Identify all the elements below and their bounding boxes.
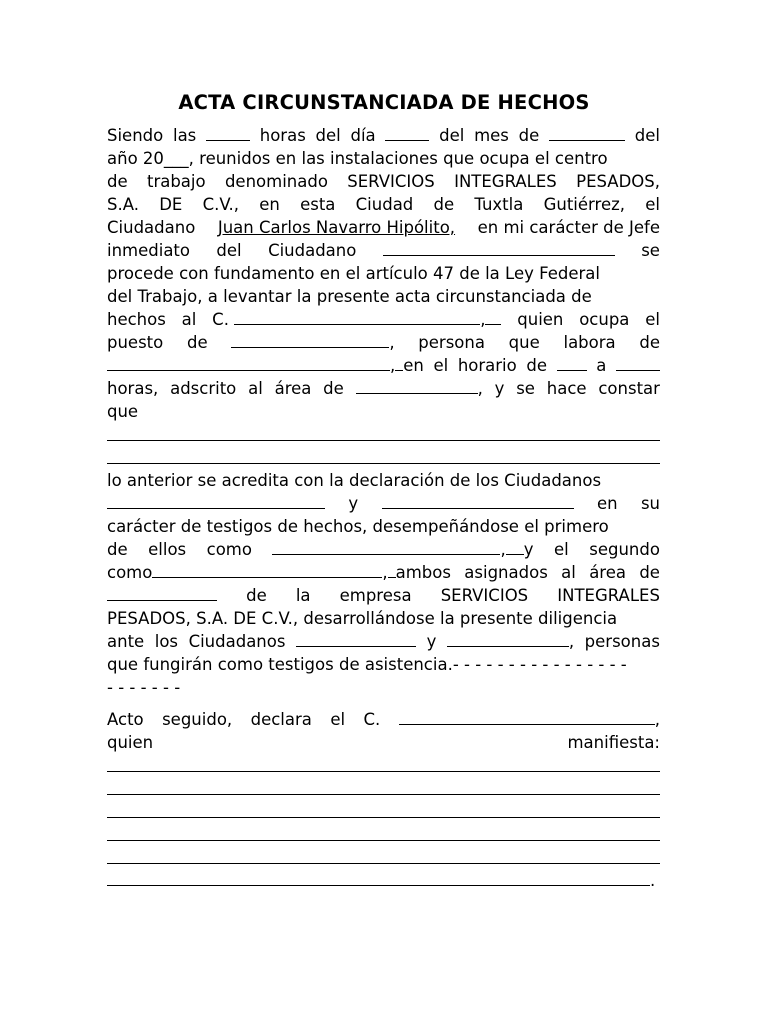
blank-statement-line[interactable]	[107, 800, 660, 818]
line: inmediato del Ciudadano se	[107, 241, 660, 260]
line: de la empresa SERVICIOS INTEGRALES	[107, 584, 660, 607]
blank-month[interactable]	[549, 125, 625, 141]
line	[107, 846, 660, 869]
blank-witness-2-role[interactable]	[152, 562, 382, 578]
line	[107, 800, 660, 823]
blank-statement-line[interactable]	[107, 870, 650, 886]
line: Siendo las horas del día del mes de del	[107, 126, 660, 145]
line: horas, adscrito al área de , y se hace constar	[107, 379, 660, 398]
line: y en su	[107, 492, 660, 515]
blank-position[interactable]	[231, 332, 389, 348]
blank-area[interactable]	[356, 378, 478, 394]
line: quien manifiesta:	[107, 733, 660, 752]
line: lo anterior se acredita con la declaración de los Ciudadanos	[107, 471, 602, 490]
line: de trabajo denominado SERVICIOS INTEGRALES PESADOS,	[107, 172, 660, 191]
blank-employee[interactable]	[234, 309, 480, 325]
line	[107, 869, 660, 892]
line: puesto de , persona que labora de	[107, 333, 660, 352]
blank-hour-to[interactable]	[616, 355, 660, 371]
blank-facts-line[interactable]	[107, 446, 660, 464]
line: - - - - - - -	[107, 678, 181, 697]
blank-witness-2[interactable]	[382, 493, 574, 509]
line: PESADOS, S.A. DE C.V., desarrollándose la presente diligencia	[107, 609, 618, 628]
line: procede con fundamento en el artículo 47 de la Ley Federal	[107, 264, 600, 283]
document-body	[107, 124, 660, 892]
line: de ellos como , y el segundo	[107, 540, 660, 559]
blank-hour[interactable]	[206, 125, 250, 141]
line	[107, 754, 660, 777]
end-mark: .	[650, 871, 656, 890]
blank-statement-line[interactable]	[107, 777, 660, 795]
blank-day[interactable]	[385, 125, 429, 141]
blank-witness-1-role[interactable]	[272, 539, 500, 555]
line: que	[107, 402, 139, 421]
line: carácter de testigos de hechos, desempeñándose el primero	[107, 517, 609, 536]
line: Ciudadano Juan Carlos Navarro Hipólito, en mi carácter de Jefe	[107, 218, 660, 237]
line	[107, 446, 660, 469]
document-title: ACTA CIRCUNSTANCIADA DE HECHOS	[178, 91, 590, 114]
blank-citizen[interactable]	[383, 240, 615, 256]
blank-hour-from[interactable]	[557, 355, 587, 371]
blank-witness-area[interactable]	[107, 585, 217, 601]
line: Acto seguido, declara el C. ,	[107, 710, 660, 729]
line	[107, 823, 660, 846]
line: hechos al C. , quien ocupa el	[107, 310, 660, 329]
blank-assist-witness-2[interactable]	[447, 631, 569, 647]
blank-statement-line[interactable]	[107, 846, 660, 864]
employer-name: Juan Carlos Navarro Hipólito,	[217, 218, 456, 237]
blank-workdays[interactable]	[107, 355, 390, 371]
blank-declarant[interactable]	[399, 709, 655, 725]
blank-facts-line[interactable]	[107, 423, 660, 441]
line: como , ambos asignados al área de	[107, 563, 660, 582]
line: que fungirán como testigos de asistencia.- - - - - - - - - - - - - - - -	[107, 655, 627, 674]
line	[107, 423, 660, 446]
line: ante los Ciudadanos y , personas	[107, 632, 660, 651]
line: S.A. DE C.V., en esta Ciudad de Tuxtla Gutiérrez, el	[107, 195, 660, 214]
blank-statement-line[interactable]	[107, 754, 660, 772]
blank-statement-line[interactable]	[107, 823, 660, 841]
blank-witness-1[interactable]	[107, 493, 325, 509]
line: año 20___, reunidos en las instalaciones que ocupa el centro	[107, 149, 608, 168]
line: del Trabajo, a levantar la presente acta circunstanciada de	[107, 287, 592, 306]
line: , en el horario de a	[107, 354, 660, 377]
line	[107, 777, 660, 800]
blank-assist-witness-1[interactable]	[296, 631, 416, 647]
